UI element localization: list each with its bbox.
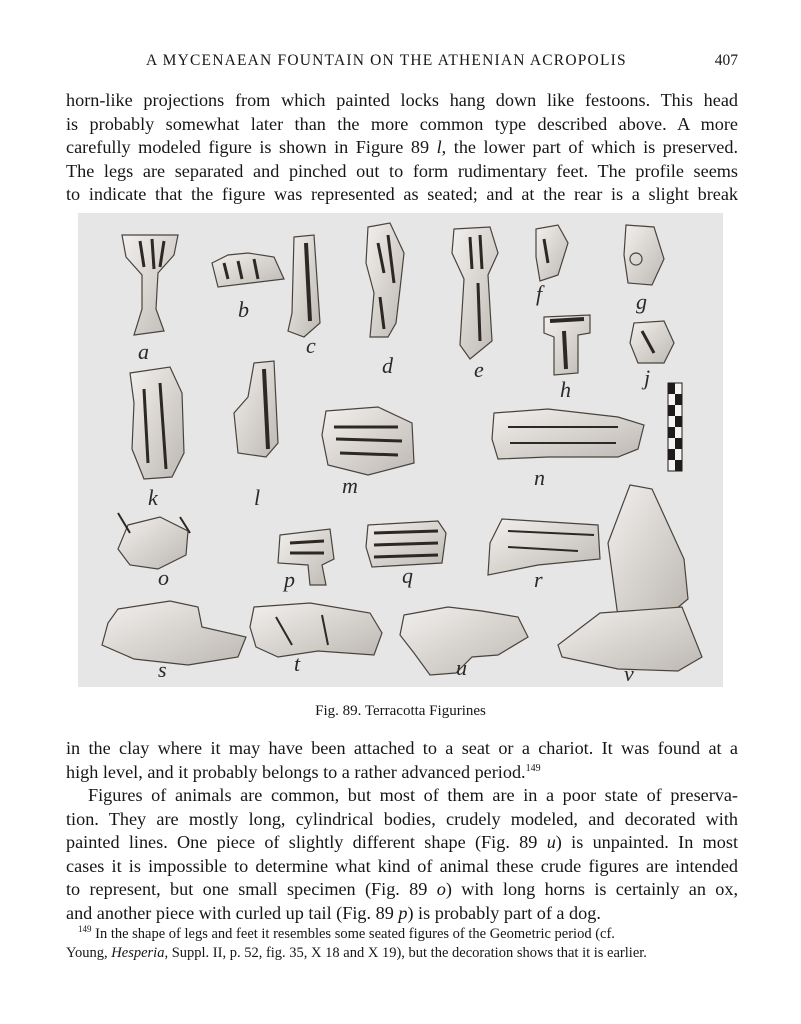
para3-text: painted lines. One piece of slightly different shape (Fig. 89 <box>66 832 547 852</box>
footnote-line <box>66 925 738 944</box>
footnote-text: Suppl. II, p. 52, fig. 35, X 18 and X 19), but the decoration shows that it is earlier. <box>168 945 647 961</box>
para3-line: Figures of animals are common, but most of them are in a poor state of preserva- <box>88 785 738 805</box>
figurine-r <box>488 519 600 575</box>
footnote-ref: 149 <box>525 762 541 774</box>
figure-label: l <box>254 485 261 510</box>
figure-label: o <box>158 565 169 590</box>
figure-label: u <box>456 655 467 680</box>
figure-label: c <box>306 333 316 358</box>
para3-line <box>66 878 738 902</box>
footnote-line <box>66 944 738 963</box>
journal-title: Hesperia, <box>111 945 169 961</box>
figurine-b <box>212 253 284 287</box>
footnote-number: 149 <box>78 924 92 934</box>
figure-label: t <box>294 651 301 676</box>
figurines-photo <box>78 213 723 687</box>
figure-label: p <box>284 567 295 592</box>
figure-label: g <box>636 289 647 314</box>
figurine-t <box>250 603 382 657</box>
figurine-h <box>544 315 590 375</box>
para2-line <box>66 761 738 785</box>
figure-89-plate <box>78 213 723 687</box>
para3-line <box>66 831 738 855</box>
figure-label: r <box>534 567 543 592</box>
para2-line: in the clay where it may have been attached to a seat or a chariot. It was found at a <box>66 738 738 758</box>
para1-line: The legs are separated and pinched out to form rudimentary feet. The profile seems <box>66 160 738 181</box>
figure-label: e <box>474 357 484 382</box>
figurine-a <box>122 235 178 335</box>
figurine-j <box>630 321 674 363</box>
footnote <box>66 925 738 963</box>
figurine-e <box>452 227 498 359</box>
running-header <box>66 52 738 76</box>
figure-caption: Fig. 89. Terracotta Figurines <box>315 703 486 719</box>
para1-line: is probably somewhat later than the more common type described above. A more <box>66 113 738 134</box>
figure-label: s <box>158 657 167 682</box>
figure-label: b <box>238 297 249 322</box>
figurine-s <box>102 601 246 665</box>
running-title: A MYCENAEAN FOUNTAIN ON THE ATHENIAN ACROPOLIS <box>146 52 627 69</box>
figurine-v <box>558 485 702 671</box>
figure-label: m <box>342 473 358 498</box>
figure-label: v <box>624 661 634 686</box>
para1-line <box>66 136 738 160</box>
figure-label: q <box>402 563 413 588</box>
para3-line <box>66 902 738 926</box>
figure-label: j <box>644 365 651 390</box>
figure-label: h <box>560 377 571 402</box>
paragraph-1 <box>66 89 738 207</box>
figure-ref: l <box>436 137 442 157</box>
figure-label: k <box>148 485 158 510</box>
para3-text: ) is probably part of a dog. <box>407 902 601 923</box>
figure-label: a <box>138 339 149 364</box>
figurine-o <box>118 513 190 569</box>
figurine-m <box>322 407 414 475</box>
para1-line-text: , the lower part of which is preserved. <box>441 137 739 157</box>
para1-line-text: carefully modeled figure is shown in Figure 89 <box>66 137 437 157</box>
para2-line-text: high level, and it probably belongs to a rather advanced period. <box>66 761 526 782</box>
para1-line: horn-like projections from which painted locks hang down like festoons. This head <box>66 90 738 110</box>
figure-ref: p <box>398 902 408 923</box>
figurine-k <box>130 367 184 479</box>
figurine-c <box>288 235 320 337</box>
figure-ref: u <box>546 832 556 852</box>
figure-label: f <box>536 281 543 306</box>
scale-bar <box>668 383 682 471</box>
footnote-text: In the shape of legs and feet it resembles some seated figures of the Geometric period (cf. <box>91 926 615 942</box>
figurine-d <box>366 223 404 337</box>
para3-line: cases it is impossible to determine what kind of animal these crude figures are intended <box>66 855 738 876</box>
para3-text: and another piece with curled up tail (Fig. 89 <box>66 902 399 923</box>
figurine-f <box>536 225 568 281</box>
para3-line: tion. They are mostly long, cylindrical bodies, crudely modeled, and decorated with <box>66 808 738 829</box>
figure-label: n <box>534 465 545 490</box>
para3-text: ) is unpainted. In most <box>555 832 739 852</box>
para3-text: to represent, but one small specimen (Fig. 89 <box>66 879 437 899</box>
figurine-n <box>492 409 644 459</box>
figurine-g <box>624 225 664 285</box>
paragraph-2 <box>66 737 738 784</box>
footnote-text: Young, <box>66 945 112 961</box>
figurine-q <box>366 521 446 567</box>
figure-ref: o <box>436 879 446 899</box>
figurine-l <box>234 361 278 457</box>
para1-line: to indicate that the figure was represented as seated; and at the rear is a slight break <box>66 184 738 204</box>
paragraph-3 <box>66 784 738 925</box>
page-number: 407 <box>714 52 738 69</box>
para3-text: ) with long horns is certainly an ox, <box>445 879 738 899</box>
figure-label: d <box>382 353 393 378</box>
